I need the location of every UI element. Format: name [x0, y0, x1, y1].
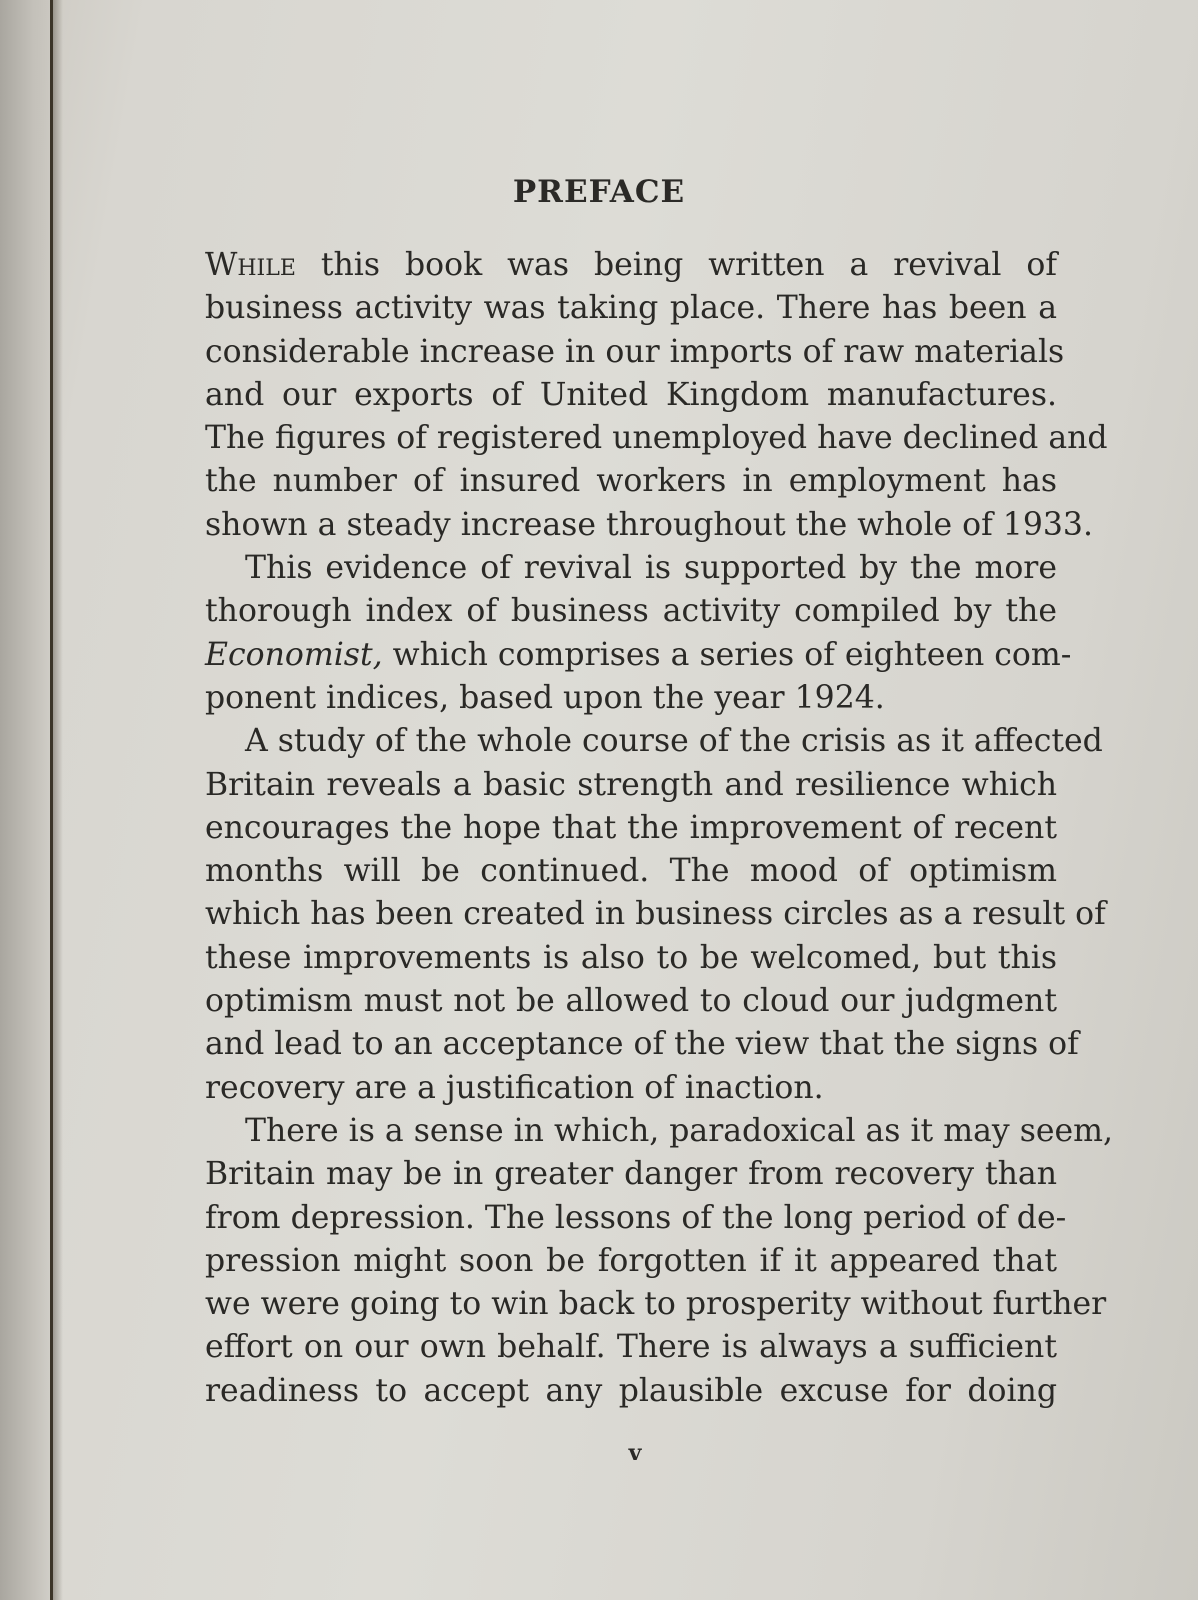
text-line: considerable increase in our imports of raw materials: [205, 333, 1065, 370]
paragraph-lead-smallcaps: While: [205, 247, 296, 283]
text-line: business activity was taking place. There has been a: [205, 290, 1057, 327]
text-line: which has been created in business circles as a result of: [205, 896, 1106, 933]
text-line: The figures of registered unemployed have declined and: [205, 420, 1108, 457]
italic-title: Economist,: [205, 636, 383, 673]
text-line: effort on our own behalf. There is always a sufficient: [205, 1329, 1057, 1366]
text-line: Britain reveals a basic strength and resilience which: [205, 766, 1057, 803]
text-line: There is a sense in which, paradoxical as it may seem,: [245, 1112, 1114, 1149]
page-title: PREFACE: [512, 174, 686, 210]
text-line: Britain may be in greater danger from recovery than: [205, 1156, 1057, 1193]
body-text: [205, 244, 1114, 1413]
text-line: thorough index of business activity compiled by the: [205, 593, 1057, 630]
text-line: recovery are a justification of inaction.: [205, 1069, 824, 1106]
text-line: the number of insured workers in employment has: [205, 463, 1057, 500]
text-line: This evidence of revival is supported by the more: [245, 550, 1057, 587]
text-line: and our exports of United Kingdom manufactures.: [205, 376, 1057, 413]
text-line: pression might soon be forgotten if it appeared that: [205, 1242, 1057, 1279]
gutter-edge: [53, 0, 63, 1600]
line-text: which comprises a series of eighteen com-: [382, 636, 1072, 673]
text-line: ponent indices, based upon the year 1924.: [205, 679, 885, 716]
text-line: and lead to an acceptance of the view that the signs of: [205, 1026, 1079, 1063]
line-text: this book was being written a revival of: [295, 247, 1057, 283]
text-line: readiness to accept any plausible excuse for doing: [205, 1372, 1057, 1409]
text-line: we were going to win back to prosperity without further: [205, 1286, 1107, 1323]
text-line: optimism must not be allowed to cloud our judgment: [205, 983, 1057, 1020]
text-line: A study of the whole course of the crisis as it affected: [245, 723, 1103, 760]
text-line: months will be continued. The mood of optimism: [205, 853, 1057, 890]
text-line: encourages the hope that the improvement of recent: [205, 809, 1057, 846]
text-line: from depression. The lessons of the long period of de-: [205, 1199, 1067, 1236]
page-number: v: [628, 1440, 642, 1466]
text-line: [205, 634, 1072, 677]
text-line: shown a steady increase throughout the whole of 1933.: [205, 506, 1093, 543]
text-line: [205, 244, 1057, 287]
text-line: these improvements is also to be welcomed, but this: [205, 939, 1057, 976]
